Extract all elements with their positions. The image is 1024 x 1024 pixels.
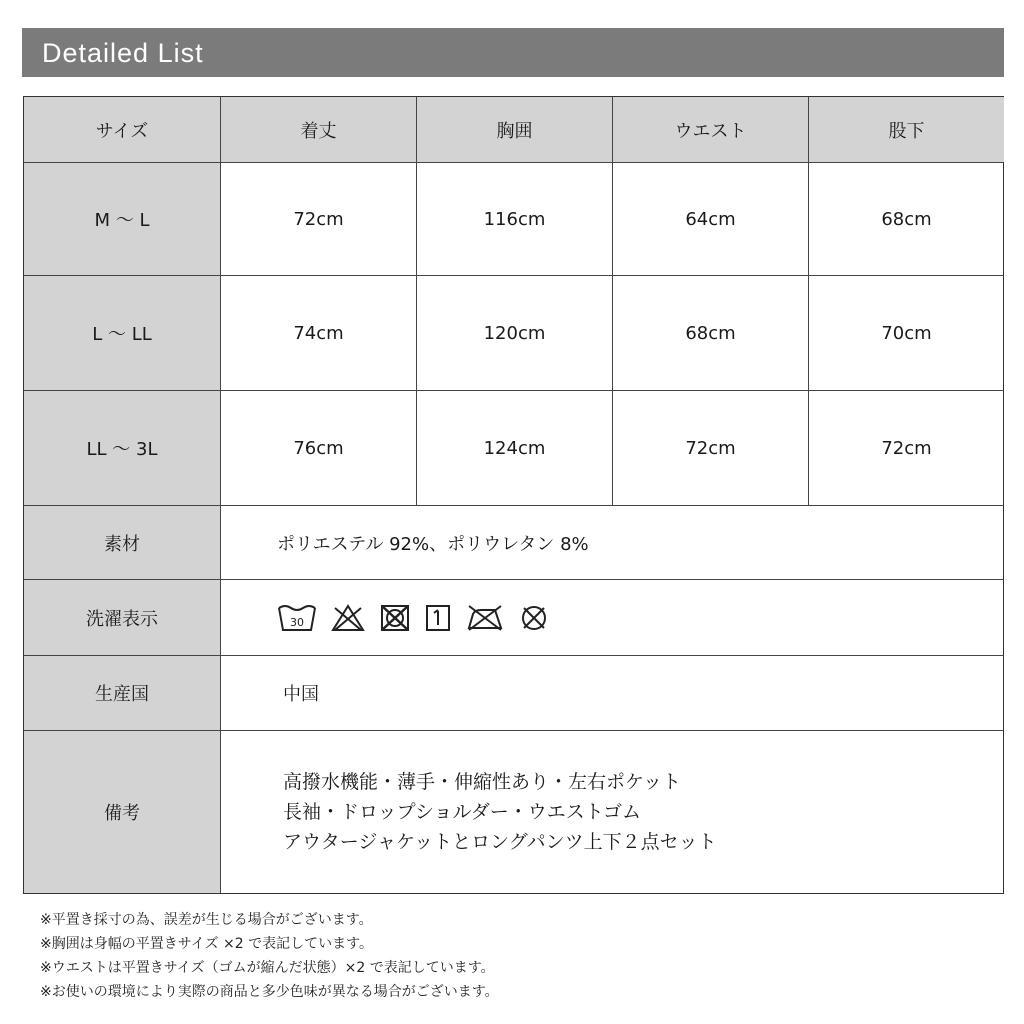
care-label: 洗濯表示 bbox=[24, 579, 220, 655]
table-cell-chest: 120cm bbox=[416, 275, 612, 390]
wash-temp-label: 30 bbox=[290, 615, 304, 629]
footnote: ※胸囲は身幅の平置きサイズ ×2 で表記しています。 bbox=[40, 936, 374, 952]
line-dry-icon bbox=[425, 604, 451, 632]
remarks-value bbox=[220, 730, 1004, 893]
footnote: ※平置き採寸の為、誤差が生じる場合がございます。 bbox=[40, 912, 373, 928]
page-title: Detailed List bbox=[42, 38, 204, 68]
table-cell-length: 72cm bbox=[220, 162, 416, 275]
remarks-line: アウタージャケットとロングパンツ上下２点セット bbox=[283, 831, 717, 853]
remarks-label: 備考 bbox=[24, 730, 220, 893]
table-cell-inseam: 72cm bbox=[808, 390, 1004, 505]
column-header-waist: ウエスト bbox=[612, 97, 808, 162]
table-cell-length: 76cm bbox=[220, 390, 416, 505]
material-value: ポリエステル 92%、ポリウレタン 8% bbox=[220, 505, 1004, 579]
material-label: 素材 bbox=[24, 505, 220, 579]
table-cell-inseam: 68cm bbox=[808, 162, 1004, 275]
footnote: ※ウエストは平置きサイズ（ゴムが縮んだ状態）×2 で表記しています。 bbox=[40, 960, 495, 976]
table-cell-inseam: 70cm bbox=[808, 275, 1004, 390]
header-bar bbox=[22, 28, 1004, 77]
footnote: ※お使いの環境により実際の商品と多少色味が異なる場合がございます。 bbox=[40, 984, 499, 1000]
column-header-inseam: 股下 bbox=[808, 97, 1004, 162]
remarks-line: 長袖・ドロップショルダー・ウエストゴム bbox=[283, 801, 641, 823]
remarks-line: 高撥水機能・薄手・伸縮性あり・左右ポケット bbox=[283, 771, 682, 793]
column-header-size: サイズ bbox=[24, 97, 220, 162]
no-tumble-dry-icon bbox=[379, 604, 411, 632]
origin-label: 生産国 bbox=[24, 655, 220, 730]
table-cell-chest: 124cm bbox=[416, 390, 612, 505]
row-label-size: L ～ LL bbox=[24, 275, 220, 390]
care-symbols bbox=[220, 579, 1004, 655]
origin-value: 中国 bbox=[220, 655, 1004, 730]
table-cell-length: 74cm bbox=[220, 275, 416, 390]
column-header-length: 着丈 bbox=[220, 97, 416, 162]
wash-30-icon bbox=[277, 604, 317, 632]
column-header-chest: 胸囲 bbox=[416, 97, 612, 162]
table-cell-waist: 64cm bbox=[612, 162, 808, 275]
no-dry-clean-icon bbox=[519, 604, 549, 632]
table-cell-waist: 68cm bbox=[612, 275, 808, 390]
row-label-size: LL ～ 3L bbox=[24, 390, 220, 505]
no-bleach-icon bbox=[331, 604, 365, 632]
no-iron-icon bbox=[465, 604, 505, 632]
size-table bbox=[23, 96, 1004, 894]
footnotes bbox=[40, 908, 499, 1004]
row-label-size: M ～ L bbox=[24, 162, 220, 275]
table-cell-chest: 116cm bbox=[416, 162, 612, 275]
table-cell-waist: 72cm bbox=[612, 390, 808, 505]
